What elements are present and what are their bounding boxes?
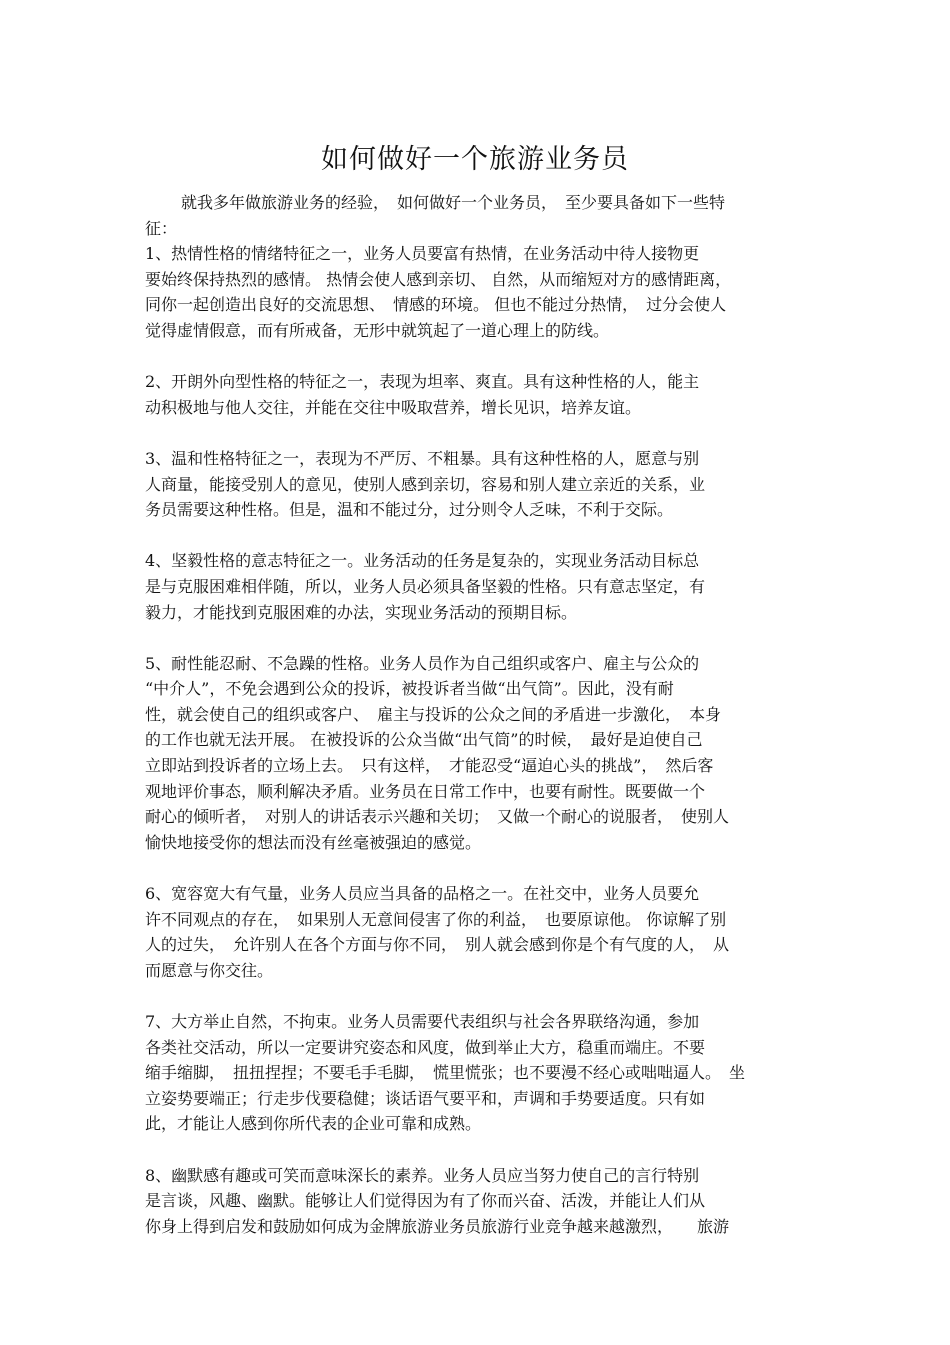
document-body xyxy=(145,190,815,1239)
section-line: 观地评价事态，顺利解决矛盾。业务员在日常工作中，也要有耐性。既要做一个 xyxy=(145,781,706,801)
paragraph-gap xyxy=(145,855,815,881)
intro-line: 就我多年做旅游业务的经验， 如何做好一个业务员， 至少要具备如下一些特 xyxy=(181,193,726,212)
paragraph-gap xyxy=(145,420,815,446)
intro-line: 征： xyxy=(145,218,178,238)
section-line: 耐心的倾听者， 对别人的讲话表示兴趣和关切； 又做一个耐心的说服者， 使别人 xyxy=(145,807,730,827)
section-line: 此，才能让人感到你所代表的企业可靠和成熟。 xyxy=(145,1114,482,1134)
section-line: 的工作也就无法开展。 在被投诉的公众当做“出气筒”的时候， 最好是迫使自己 xyxy=(145,730,703,750)
section-line: 各类社交活动，所以一定要讲究姿态和风度，做到举止大方，稳重而端庄。不要 xyxy=(145,1037,706,1057)
section-line: 缩手缩脚， 扭扭捏捏；不要毛手毛脚， 慌里慌张；也不要漫不经心或咄咄逼人。 坐 xyxy=(145,1063,746,1083)
section-line: 要始终保持热烈的感情。 热情会使人感到亲切、 自然，从而缩短对方的感情距离， xyxy=(145,269,732,289)
section-4 xyxy=(145,548,815,625)
section-line: 4、坚毅性格的意志特征之一。业务活动的任务是复杂的，实现业务活动目标总 xyxy=(145,551,700,571)
section-line: 8、幽默感有趣或可笑而意味深长的素养。业务人员应当努力使自己的言行特别 xyxy=(145,1165,700,1185)
section-line: 许不同观点的存在， 如果别人无意间侵害了你的利益， 也要原谅他。 你谅解了别 xyxy=(145,909,727,929)
section-line: 是言谈，风趣、幽默。能够让人们觉得因为有了你而兴奋、活泼，并能让人们从 xyxy=(145,1191,706,1211)
section-line: 毅力，才能找到克服困难的办法，实现业务活动的预期目标。 xyxy=(145,602,578,622)
section-3 xyxy=(145,446,815,523)
section-line: 你身上得到启发和鼓励如何成为金牌旅游业务员旅游行业竞争越来越激烈， 旅游 xyxy=(145,1216,730,1236)
section-line: 而愿意与你交往。 xyxy=(145,960,274,980)
document-title: 如何做好一个旅游业务员 xyxy=(321,144,629,175)
section-6 xyxy=(145,881,815,983)
section-line: 同你一起创造出良好的交流思想、 情感的环境。 但也不能过分热情， 过分会使人 xyxy=(145,295,727,315)
paragraph-gap xyxy=(145,983,815,1009)
paragraph-gap xyxy=(145,625,815,651)
paragraph-gap xyxy=(145,523,815,549)
section-line: 5、耐性能忍耐、不急躁的性格。业务人员作为自己组织或客户、雇主与公众的 xyxy=(145,653,700,673)
section-line: 7、大方举止自然，不拘束。业务人员需要代表组织与社会各界联络沟通，参加 xyxy=(145,1012,700,1031)
section-7 xyxy=(145,1009,815,1137)
section-line: 6、宽容宽大有气量，业务人员应当具备的品格之一。在社交中，业务人员要允 xyxy=(145,884,700,904)
section-line: 愉快地接受你的想法而没有丝毫被强迫的感觉。 xyxy=(145,832,482,852)
section-1 xyxy=(145,241,815,343)
section-line: 动积极地与他人交往，并能在交往中吸取营养，增长见识，培养友谊。 xyxy=(145,397,642,417)
section-line: 1、热情性格的情绪特征之一，业务人员要富有热情，在业务活动中待人接物更 xyxy=(145,244,700,264)
section-line: “中介人”，不免会遇到公众的投诉，被投诉者当做“出气筒”。因此，没有耐 xyxy=(145,679,674,699)
section-line: 是与克服困难相伴随，所以，业务人员必须具备坚毅的性格。只有意志坚定，有 xyxy=(145,576,706,596)
section-line: 2、开朗外向型性格的特征之一，表现为坦率、爽直。具有这种性格的人，能主 xyxy=(145,372,700,392)
section-8 xyxy=(145,1163,815,1240)
section-line: 3、温和性格特征之一，表现为不严厉、不粗暴。具有这种性格的人，愿意与别 xyxy=(145,448,700,468)
section-line: 务员需要这种性格。但是，温和不能过分，过分则令人乏味，不利于交际。 xyxy=(145,500,674,520)
paragraph-gap xyxy=(145,344,815,370)
section-line: 人商量，能接受别人的意见，使别人感到亲切，容易和别人建立亲近的关系，业 xyxy=(145,474,706,494)
section-line: 立即站到投诉者的立场上去。 只有这样， 才能忍受“逼迫心头的挑战”， 然后客 xyxy=(145,756,714,776)
section-line: 立姿势要端正；行走步伐要稳健；谈话语气要平和，声调和手势要适度。只有如 xyxy=(145,1088,706,1108)
section-line: 人的过失， 允许别人在各个方面与你不同， 别人就会感到你是个有气度的人， 从 xyxy=(145,935,730,955)
section-line: 性，就会使自己的组织或客户、 雇主与投诉的公众之间的矛盾进一步激化， 本身 xyxy=(145,704,722,724)
section-5 xyxy=(145,651,815,856)
section-line: 觉得虚情假意，而有所戒备，无形中就筑起了一道心理上的防线。 xyxy=(145,320,610,340)
paragraph-gap xyxy=(145,1137,815,1163)
section-2 xyxy=(145,369,815,420)
